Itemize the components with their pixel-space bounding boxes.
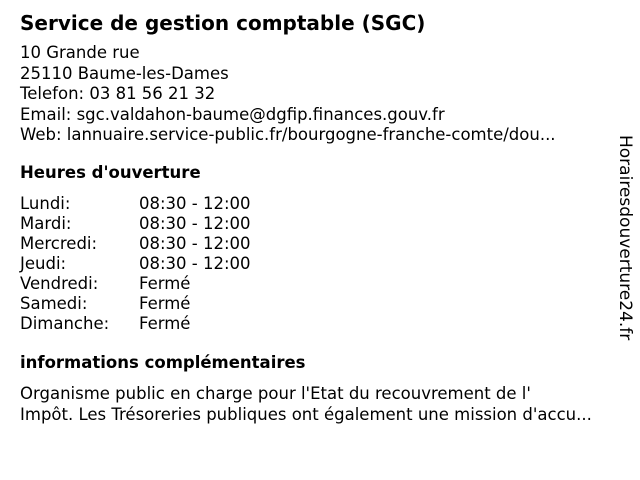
time-value: 08:30 - 12:00 — [139, 234, 251, 253]
hours-row-monday — [20, 194, 280, 214]
hours-row-wednesday — [20, 234, 280, 254]
watermark — [612, 135, 636, 375]
hours-row-friday — [20, 274, 280, 294]
day-label: Dimanche: — [20, 314, 110, 333]
day-label: Samedi: — [20, 294, 88, 313]
address-line-city: 25110 Baume-les-Dames — [20, 63, 229, 83]
opening-hours-list — [20, 194, 280, 334]
hours-row-tuesday — [20, 214, 280, 234]
time-value: Fermé — [139, 274, 191, 293]
page-title: Service de gestion comptable (SGC) — [20, 11, 426, 35]
day-label: Vendredi: — [20, 274, 99, 293]
hours-row-sunday — [20, 314, 280, 334]
hours-row-thursday — [20, 254, 280, 274]
time-value: 08:30 - 12:00 — [139, 254, 251, 273]
opening-hours-heading: Heures d'ouverture — [20, 163, 201, 182]
contact-block — [20, 43, 556, 146]
additional-info-text — [20, 384, 592, 425]
info-line: Organisme public en charge pour l'Etat du recouvrement de l' — [20, 384, 531, 403]
time-value: 08:30 - 12:00 — [139, 194, 251, 213]
day-label: Jeudi: — [20, 254, 67, 273]
time-value: 08:30 - 12:00 — [139, 214, 251, 233]
address-line-street: 10 Grande rue — [20, 43, 140, 62]
day-label: Mardi: — [20, 214, 72, 233]
day-label: Mercredi: — [20, 234, 98, 253]
day-label: Lundi: — [20, 194, 71, 213]
hours-row-saturday — [20, 294, 280, 314]
time-value: Fermé — [139, 314, 191, 333]
watermark-text: Horairesdouverture24.fr — [615, 135, 635, 341]
time-value: Fermé — [139, 294, 191, 313]
info-line: Impôt. Les Trésoreries publiques ont également une mission d'accu... — [20, 404, 592, 424]
email-line: Email: sgc.valdahon-baume@dgfip.finances.gouv.fr — [20, 104, 445, 124]
additional-info-heading: informations complémentaires — [20, 353, 306, 372]
web-line: Web: lannuaire.service-public.fr/bourgogne-franche-comte/dou... — [20, 125, 556, 144]
phone-line: Telefon: 03 81 56 21 32 — [20, 84, 216, 103]
